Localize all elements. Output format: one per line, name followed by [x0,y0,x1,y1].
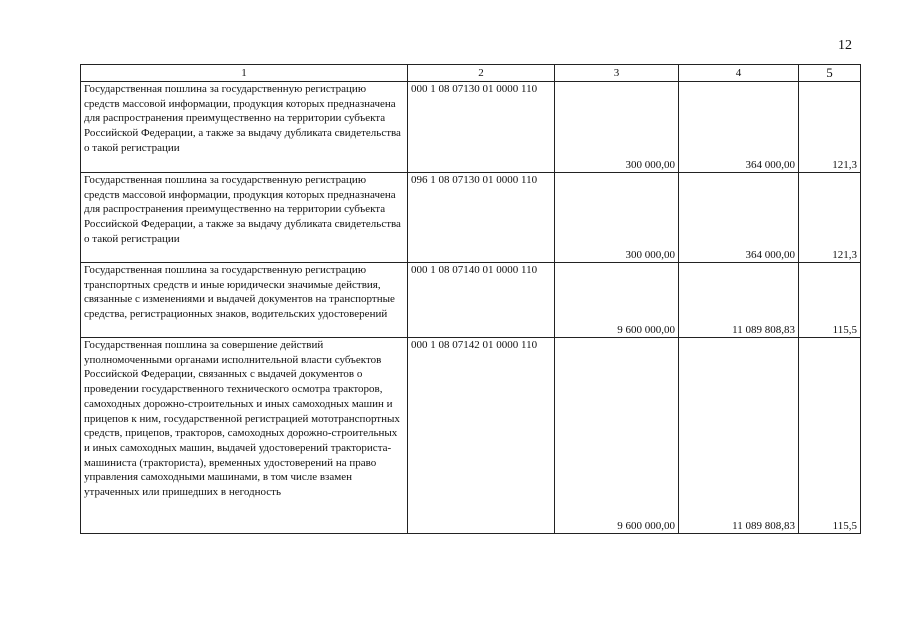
row-plan-value: 9 600 000,00 [555,263,679,338]
table-row [81,173,861,263]
row-actual-value: 364 000,00 [679,173,799,263]
row-percent: 115,5 [799,338,861,534]
row-description: Государственная пошлина за государственную регистрацию средств массовой информации, продукция которых предназначена для распространения преимущественно на территории субъекта Российской Федерации, а также за выдачу дубликата свидетельства о такой регистрации [81,173,408,263]
row-percent: 121,3 [799,173,861,263]
table-row [81,82,861,173]
row-code: 096 1 08 07130 01 0000 110 [408,173,555,263]
row-plan-value: 300 000,00 [555,82,679,173]
row-description: Государственная пошлина за государственную регистрацию транспортных средств и иные юридически значимые действия, связанные с изменениями и выдачей документов на транспортные средства, регистрационных знаков, водительских удостоверений [81,263,408,338]
column-header-2: 2 [408,65,555,82]
row-code: 000 1 08 07130 01 0000 110 [408,82,555,173]
row-plan-value: 300 000,00 [555,173,679,263]
row-plan-value: 9 600 000,00 [555,338,679,534]
column-header-3: 3 [555,65,679,82]
header-row [81,65,861,82]
row-percent: 115,5 [799,263,861,338]
row-description: Государственная пошлина за совершение действий уполномоченными органами исполнительной власти субъектов Российской Федерации, связанных с выдачей документов о проведении государственного технического осмотра тракторов, самоходных дорожно-строительных и иных самоходных машин и прицепов к ним, государственной регистрацией мототранспортных средств, прицепов, тракторов, самоходных дорожно-строительных и иных самоходных машин, выдачей удостоверений тракториста-машиниста (тракториста), временных удостоверений на право управления самоходными машинами, в том числе взамен утраченных или пришедших в негодность [81,338,408,534]
table-row [81,338,861,534]
row-actual-value: 11 089 808,83 [679,263,799,338]
table-row [81,263,861,338]
revenue-table [80,64,861,534]
row-percent: 121,3 [799,82,861,173]
column-header-1: 1 [81,65,408,82]
row-code: 000 1 08 07142 01 0000 110 [408,338,555,534]
column-header-5: 5 [799,65,861,82]
row-description: Государственная пошлина за государственную регистрацию средств массовой информации, продукция которых предназначена для распространения преимущественно на территории субъекта Российской Федерации, а также за выдачу дубликата свидетельства о такой регистрации [81,82,408,173]
row-actual-value: 11 089 808,83 [679,338,799,534]
page-number: 12 [838,38,852,53]
row-code: 000 1 08 07140 01 0000 110 [408,263,555,338]
column-header-4: 4 [679,65,799,82]
row-actual-value: 364 000,00 [679,82,799,173]
